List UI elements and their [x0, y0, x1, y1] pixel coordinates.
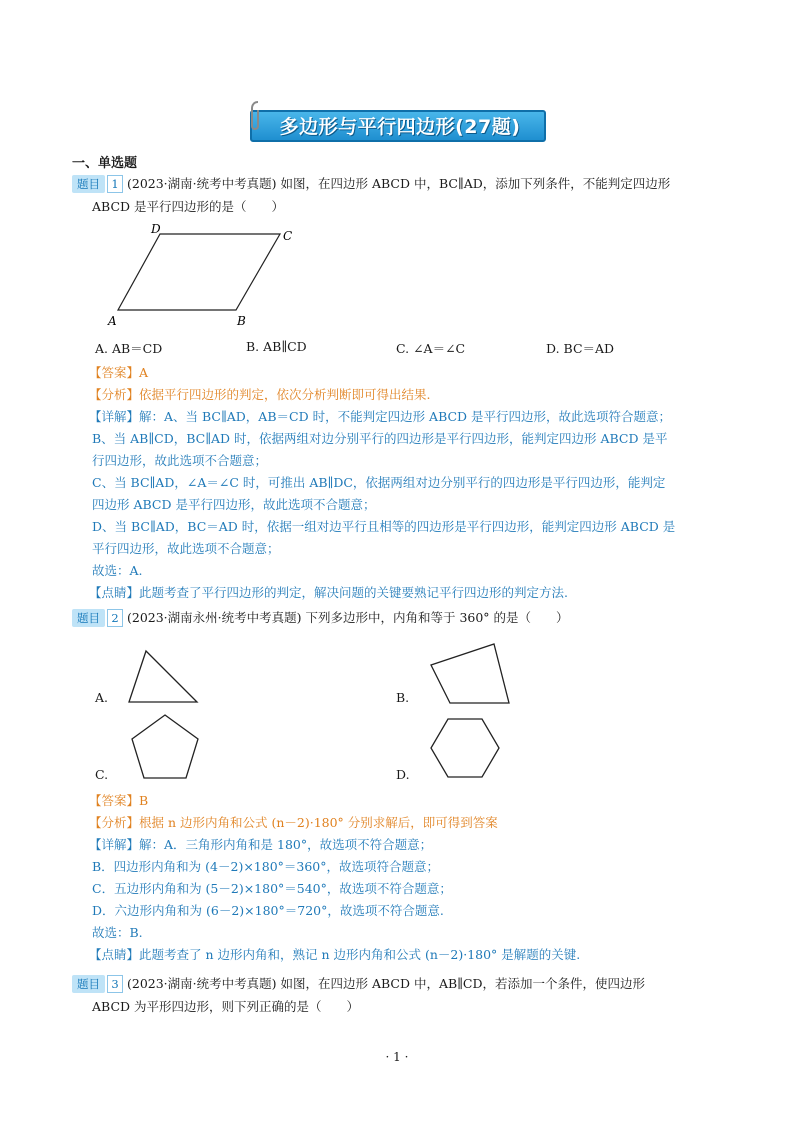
q2-detail-line: B．四边形内角和为 (4－2)×180°＝360°，故选项符合题意； [92, 859, 440, 874]
q1-detail-line: 【详解】解：A、当 BC∥AD，AB＝CD 时，不能判定四边形 ABCD 是平行四边形，故此选项符合题意； [89, 409, 672, 424]
q2-detail-line: 故选：B. [92, 925, 143, 940]
page-title: 多边形与平行四边形(27题) [279, 116, 521, 138]
q2-quadrilateral [431, 644, 509, 703]
q2-triangle-figure [124, 646, 204, 708]
q1-number: 1 [107, 175, 123, 193]
q3-number: 3 [107, 975, 123, 993]
page-number: · 1 · [385, 1050, 409, 1064]
q1-option-b[interactable]: B. AB∥CD [246, 339, 307, 354]
q3-tag: 题目 [72, 975, 105, 993]
q2-detail-line: 【详解】解：A．三角形内角和是 180°，故选项不符合题意； [89, 837, 433, 852]
q1-analysis: 【分析】依据平行四边形的判定，依次分析判断即可得出结果. [89, 387, 431, 402]
q2-option-c[interactable]: C. [95, 767, 109, 782]
q2-option-a[interactable]: A. [95, 690, 109, 705]
q2-option-b[interactable]: B. [396, 690, 410, 705]
q1-label-d: D [151, 222, 161, 236]
q2-answer: 【答案】B [89, 793, 149, 808]
q2-triangle [129, 651, 197, 702]
q3-stem-text1: (2023·湖南·统考中考真题) 如图，在四边形 ABCD 中，AB∥CD，若添加一个条件，使四边形 [126, 976, 646, 991]
section-heading: 一、单选题 [72, 156, 138, 171]
q1-option-d[interactable]: D. BC＝AD [546, 341, 615, 356]
q1-tag: 题目 [72, 175, 105, 193]
q2-hexagon-figure [428, 716, 502, 780]
q2-detail-line: D．六边形内角和为 (6－2)×180°＝720°，故选项不符合题意. [92, 903, 444, 918]
q2-pentagon-figure [128, 712, 202, 782]
q2-quadrilateral-figure [424, 640, 516, 708]
q1-parallelogram-figure [100, 220, 310, 332]
q1-parallelogram [118, 234, 280, 310]
q2-option-d[interactable]: D. [396, 767, 410, 782]
title-box [250, 110, 546, 142]
q1-label-a: A [108, 314, 117, 328]
q2-number: 2 [107, 609, 123, 627]
q1-stem-line2: ABCD 是平行四边形的是（ ） [92, 199, 285, 214]
q2-hexagon [431, 719, 499, 777]
q1-answer: 【答案】A [89, 365, 149, 380]
q1-option-a[interactable]: A. AB＝CD [95, 341, 163, 356]
q1-label-b: B [237, 314, 246, 328]
paperclip-icon [246, 98, 266, 134]
q1-stem-text1: (2023·湖南·统考中考真题) 如图，在四边形 ABCD 中，BC∥AD，添加下列条件，不能判定四边形 [126, 176, 671, 191]
q1-comment: 【点睛】此题考查了平行四边形的判定，解决问题的关键要熟记平行四边形的判定方法. [89, 585, 568, 600]
q2-stem [72, 609, 569, 627]
q1-detail-line: 四边形 ABCD 是平行四边形，故此选项不合题意； [92, 497, 376, 512]
q2-stem-text: (2023·湖南永州·统考中考真题) 下列多边形中，内角和等于 360° 的是（ ） [126, 610, 569, 625]
q2-tag: 题目 [72, 609, 105, 627]
q2-pentagon [132, 715, 198, 778]
q1-detail-line: 行四边形，故此选项不合题意； [92, 453, 268, 468]
title-banner [246, 106, 548, 144]
q3-stem-line2: ABCD 为平形四边形，则下列正确的是（ ） [92, 999, 360, 1014]
q2-detail-line: C．五边形内角和为 (5－2)×180°＝540°，故选项不符合题意； [92, 881, 452, 896]
q1-option-c[interactable]: C. ∠A＝∠C [396, 341, 466, 356]
q1-detail-line: 故选：A. [92, 563, 143, 578]
q2-analysis: 【分析】根据 n 边形内角和公式 (n－2)·180° 分别求解后，即可得到答案 [89, 815, 498, 830]
q3-stem-line1 [72, 975, 645, 993]
q1-detail-line: 平行四边形，故此选项不合题意； [92, 541, 280, 556]
q1-detail-line: D、当 BC∥AD，BC＝AD 时，依据一组对边平行且相等的四边形是平行四边形，能判定四边形 ABCD 是 [92, 519, 676, 534]
q1-label-c: C [283, 229, 293, 243]
q1-detail-line: B、当 AB∥CD，BC∥AD 时，依据两组对边分别平行的四边形是平行四边形，能判定四边形 ABCD 是平 [92, 431, 668, 446]
q1-stem-line1 [72, 175, 670, 193]
q1-detail-line: C、当 BC∥AD，∠A＝∠C 时，可推出 AB∥DC，依据两组对边分别平行的四边形是平行四边形，能判定 [92, 475, 666, 490]
q2-comment: 【点睛】此题考查了 n 边形内角和，熟记 n 边形内角和公式 (n－2)·180° 是解题的关键. [89, 947, 581, 962]
